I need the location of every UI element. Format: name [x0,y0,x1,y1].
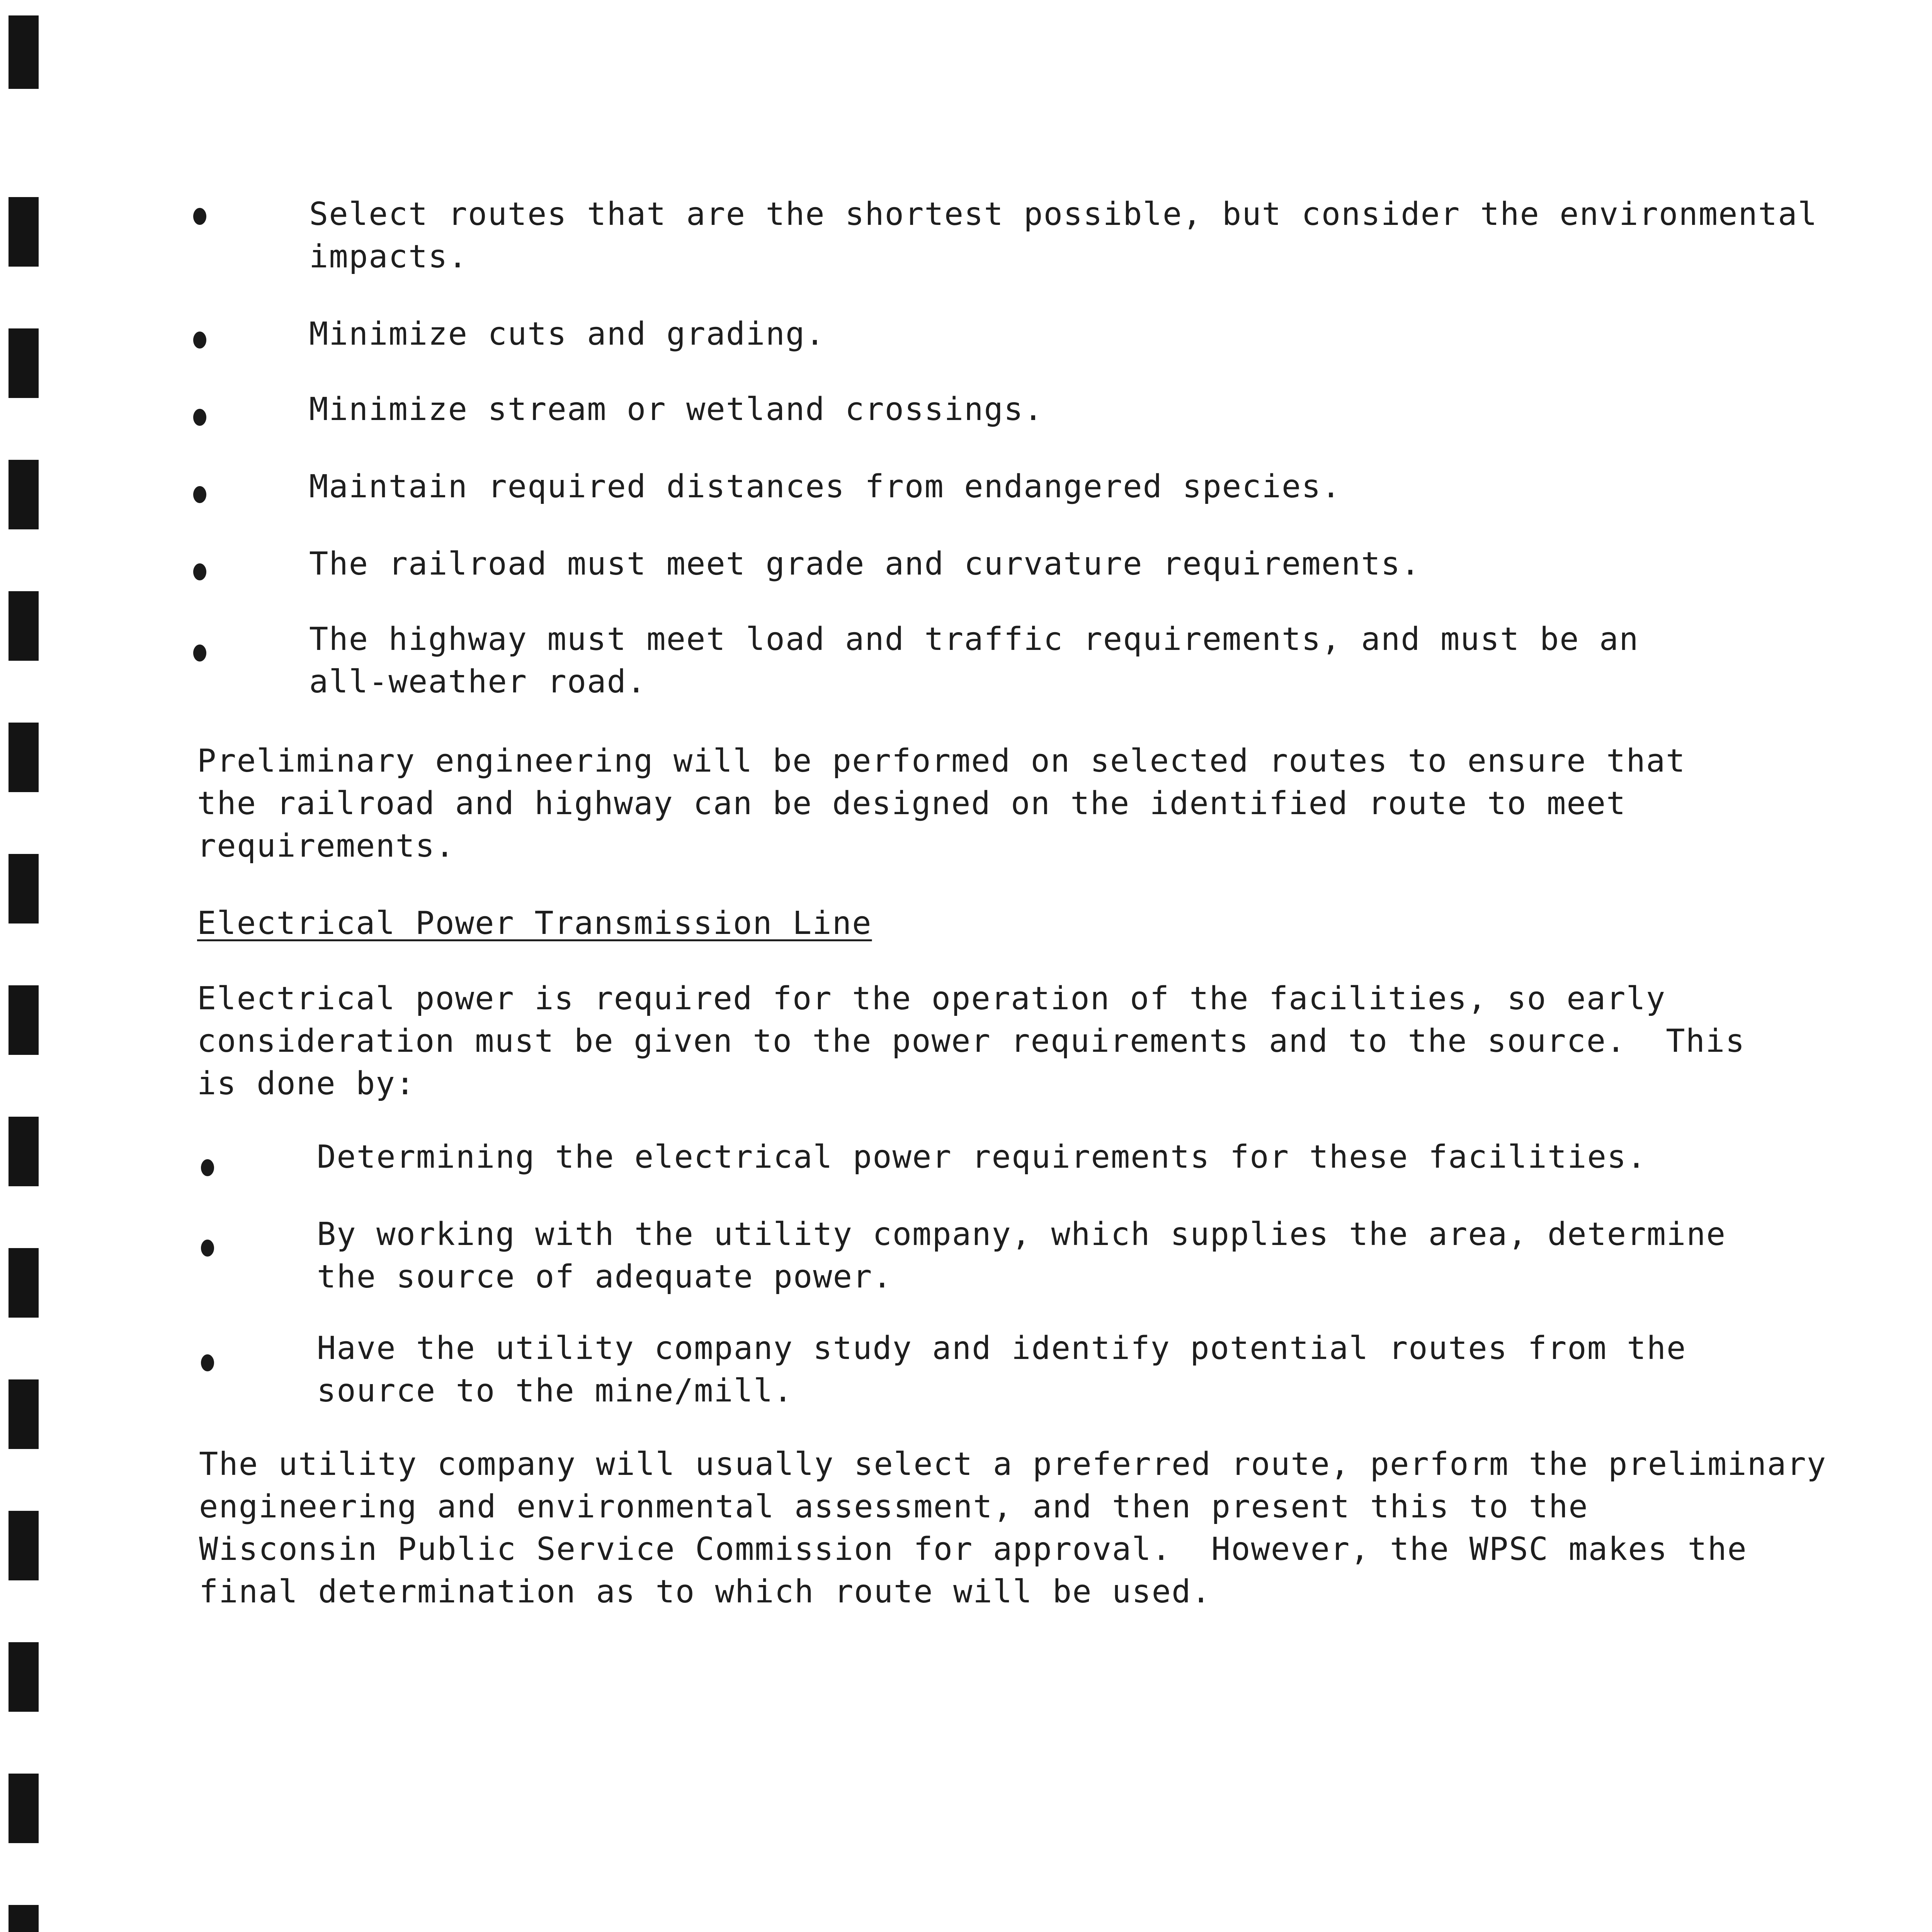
bullet-marker [201,1354,214,1371]
bullet-item: Select routes that are the shortest possible, but consider the environmental impacts. [309,196,1818,275]
bullet-item: Minimize cuts and grading. [309,316,825,352]
bullet-marker [193,208,206,225]
bullet-item: The railroad must meet grade and curvature requirements. [309,546,1421,582]
paragraph-power-requirements: Electrical power is required for the operation of the facilities, so early consideration must be given to the power requirements and to the source. This is done by: [197,980,1745,1102]
bullet-marker [201,1240,214,1257]
bullet-marker [201,1159,214,1176]
bullet-marker [193,332,206,349]
bullet-marker [193,563,206,580]
bullet-item: By working with the utility company, which supplies the area, determine the source of adequate power. [317,1216,1726,1295]
section-heading: Electrical Power Transmission Line [197,905,872,942]
bullet-item: Have the utility company study and identify potential routes from the source to the mine/mill. [317,1330,1687,1409]
bullet-item: Maintain required distances from endangered species. [309,468,1342,505]
bullet-marker [193,409,206,426]
bullet-marker [193,645,206,662]
bullet-item: Minimize stream or wetland crossings. [309,391,1044,428]
bullet-marker [193,486,206,503]
bullet-item: Determining the electrical power requirements for these facilities. [317,1139,1647,1175]
paragraph-utility-company: The utility company will usually select a preferred route, perform the preliminary engineering and environmental assessment, and then present this to the Wisconsin Public Service Commission for approval. However, the WPSC makes the final determination as to which route will be used. [199,1446,1827,1610]
paragraph-preliminary-engineering: Preliminary engineering will be performed on selected routes to ensure that the railroad and highway can be designed on the identified route to meet requirements. [197,743,1686,864]
bullet-item: The highway must meet load and traffic requirements, and must be an all-weather road. [309,621,1639,700]
